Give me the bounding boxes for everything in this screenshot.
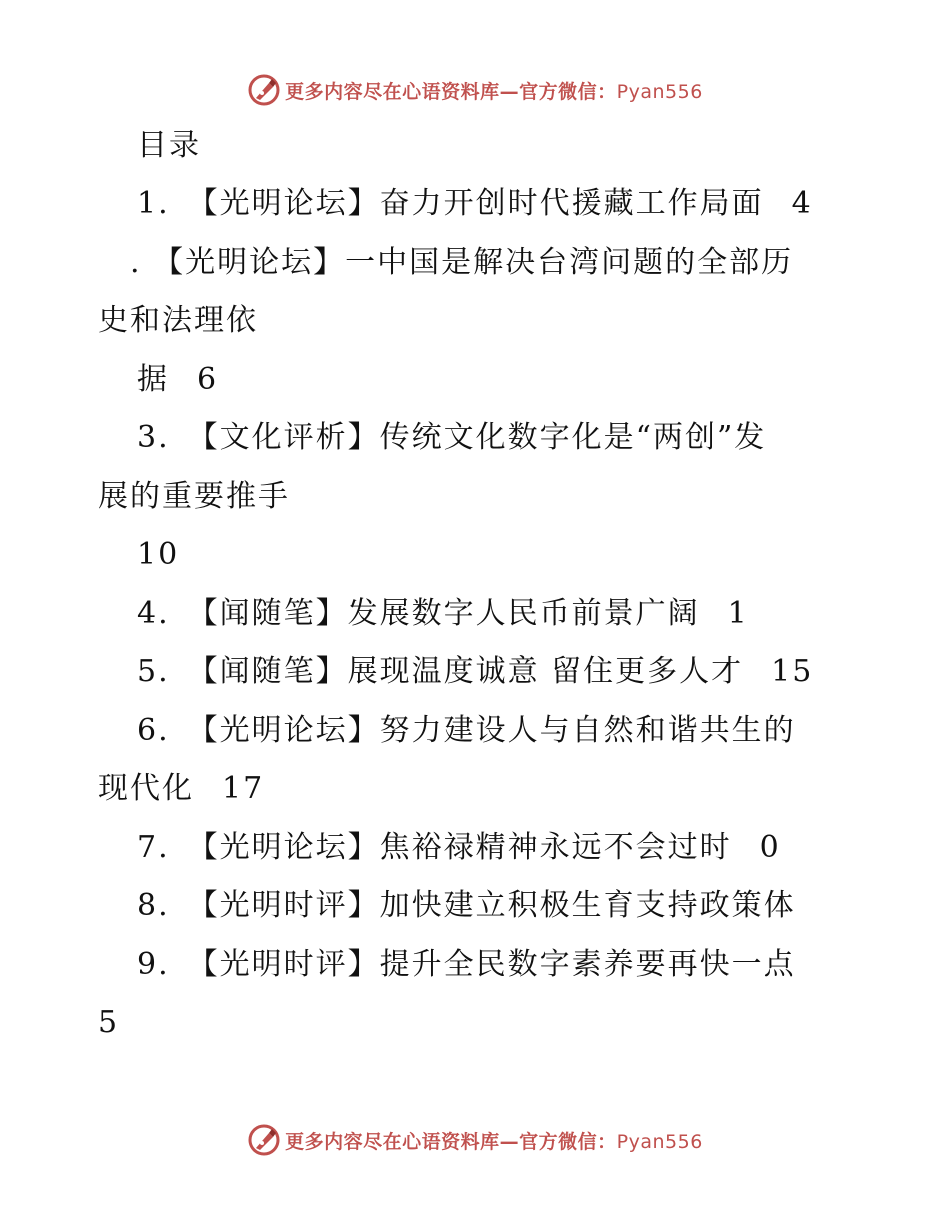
watermark-banner-top [0, 70, 950, 110]
toc-number: 7. [137, 830, 170, 865]
toc-number: 5. [137, 654, 170, 689]
toc-page: 6 [197, 362, 219, 397]
watermark-banner-bottom [0, 1120, 950, 1160]
toc-title: 据 [137, 362, 169, 397]
toc-number: 4. [137, 596, 170, 631]
toc-number: 6. [137, 713, 170, 748]
toc-page: 15 [771, 654, 814, 689]
toc-line [130, 243, 793, 283]
toc-line [98, 301, 258, 341]
toc-line [137, 828, 781, 868]
toc-title: 【光明论坛】奋力开创时代援藏工作局面 [187, 186, 764, 221]
toc-title: 【光明论坛】焦裕禄精神永远不会过时 [187, 830, 732, 865]
toc-title: 现代化 [98, 771, 194, 806]
toc-number: 9. [137, 947, 170, 982]
watermark-text: 更多内容尽在心语资料库—官方微信：Pyan556 [285, 1130, 703, 1153]
toc-number: 3. [137, 420, 170, 455]
toc-line [137, 945, 796, 985]
toc-title: 【光明论坛】努力建设人与自然和谐共生的 [187, 713, 796, 748]
toc-title: 展的重要推手 [98, 479, 290, 514]
toc-page: 1 [727, 596, 749, 631]
toc-line [137, 886, 796, 926]
toc-page: 0 [759, 830, 781, 865]
toc-line [137, 535, 179, 575]
toc-line [98, 477, 290, 517]
toc-line [137, 184, 813, 224]
toc-title: 5 [98, 1005, 120, 1040]
toc-number: 8. [137, 888, 170, 923]
toc-line [98, 769, 264, 809]
toc-title: 10 [137, 537, 180, 572]
pen-nib-logo-icon [247, 1123, 281, 1157]
toc-title: 【光明时评】提升全民数字素养要再快一点 [187, 947, 796, 982]
toc-page: 17 [222, 771, 265, 806]
toc-title: . 【光明论坛】一中国是解决台湾问题的全部历 [130, 245, 794, 280]
toc-line [137, 652, 813, 692]
watermark-text: 更多内容尽在心语资料库—官方微信：Pyan556 [285, 80, 703, 103]
toc-title: 【闻随笔】发展数字人民币前景广阔 [187, 596, 700, 631]
toc-number: 1. [137, 186, 170, 221]
toc-heading: 目录 [137, 128, 201, 163]
toc-title: 史和法理依 [98, 303, 258, 338]
toc-line [98, 1003, 119, 1043]
toc-line [137, 418, 766, 458]
pen-nib-logo-icon [247, 73, 281, 107]
toc-title: 【光明时评】加快建立积极生育支持政策体 [187, 888, 796, 923]
toc-line [137, 360, 218, 400]
toc-title: 【闻随笔】展现温度诚意 留住更多人才 [187, 654, 744, 689]
toc-line [137, 594, 749, 634]
toc-title: 【文化评析】传统文化数字化是“两创”发 [187, 420, 767, 455]
toc-line [137, 711, 796, 751]
toc-page: 4 [791, 186, 813, 221]
